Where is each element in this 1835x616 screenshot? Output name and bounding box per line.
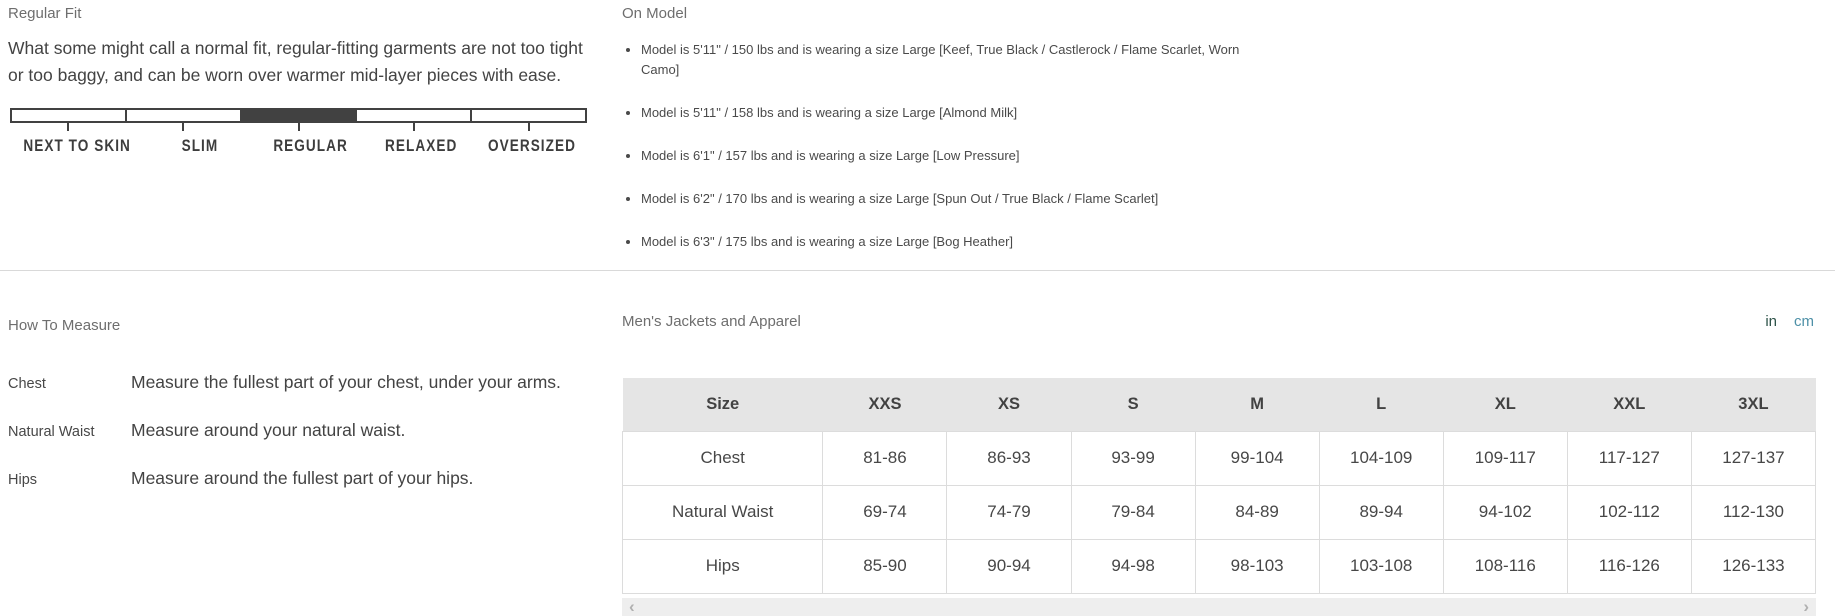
size-cell: 99-104 xyxy=(1195,431,1319,485)
size-chart-header xyxy=(622,312,1816,331)
size-cell: 109-117 xyxy=(1443,431,1567,485)
size-cell: 93-99 xyxy=(1071,431,1195,485)
size-cell: 81-86 xyxy=(823,431,947,485)
size-cell: 102-112 xyxy=(1567,485,1691,539)
size-cell: 108-116 xyxy=(1443,539,1567,593)
size-column-header: XS xyxy=(947,378,1071,431)
fit-label-regular xyxy=(255,136,366,156)
fit-tick-icon xyxy=(298,123,300,131)
measure-definition: Measure the fullest part of your chest, under your arms. xyxy=(131,372,561,392)
size-cell: 89-94 xyxy=(1319,485,1443,539)
fit-segment-relaxed xyxy=(357,110,472,121)
size-column-header: XXL xyxy=(1567,378,1691,431)
on-model-bullet: • Model is 5'11" / 158 lbs and is wearing a size Large [Almond Milk] xyxy=(641,103,1268,123)
size-row-label: Hips xyxy=(623,539,823,593)
size-table-row xyxy=(623,485,1816,539)
size-cell: 98-103 xyxy=(1195,539,1319,593)
fit-tick-cell-relaxed xyxy=(356,123,471,131)
section-divider xyxy=(0,270,1835,271)
size-table-row xyxy=(623,539,1816,593)
size-cell: 94-98 xyxy=(1071,539,1195,593)
fit-tick-cell-slim xyxy=(125,123,240,131)
size-cell: 103-108 xyxy=(1319,539,1443,593)
measure-list xyxy=(8,372,568,489)
size-column-header: XXS xyxy=(823,378,947,431)
fit-label-text-next-to-skin: NEXT TO SKIN xyxy=(23,136,131,155)
fit-scale-bar xyxy=(10,108,587,123)
fit-section-title: Regular Fit xyxy=(8,5,82,22)
size-cell: 90-94 xyxy=(947,539,1071,593)
size-table-body xyxy=(623,431,1816,593)
size-row-label: Chest xyxy=(623,431,823,485)
size-table xyxy=(622,378,1816,594)
fit-tick-icon xyxy=(67,123,69,131)
fit-section xyxy=(8,4,590,156)
scroll-left-icon[interactable]: ‹ xyxy=(629,596,635,616)
size-cell: 84-89 xyxy=(1195,485,1319,539)
measure-term: Hips xyxy=(8,472,38,488)
fit-label-text-regular: REGULAR xyxy=(273,136,348,155)
scroll-right-icon[interactable]: › xyxy=(1803,596,1809,616)
on-model-title: On Model xyxy=(622,5,688,22)
fit-segment-oversized xyxy=(472,110,585,121)
size-cell: 85-90 xyxy=(823,539,947,593)
fit-label-next-to-skin xyxy=(10,136,144,156)
fit-label-oversized xyxy=(476,136,587,156)
measure-term: Chest xyxy=(8,376,46,392)
on-model-section xyxy=(622,4,1282,275)
unit-toggle xyxy=(1765,313,1814,330)
size-row-label: Natural Waist xyxy=(623,485,823,539)
size-cell: 112-130 xyxy=(1691,485,1815,539)
fit-scale-labels xyxy=(10,136,587,156)
fit-label-text-oversized: OVERSIZED xyxy=(487,136,576,155)
size-column-header: Size xyxy=(623,378,823,431)
measure-term: Natural Waist xyxy=(8,424,95,440)
fit-scale-ticks xyxy=(10,123,587,131)
fit-tick-icon xyxy=(413,123,415,131)
on-model-bullet: • Model is 6'1" / 157 lbs and is wearing a size Large [Low Pressure] xyxy=(641,146,1268,166)
on-model-bullet: • Model is 6'2" / 170 lbs and is wearing a size Large [Spun Out / True Black / Flame Scarlet] xyxy=(641,189,1268,209)
fit-label-relaxed xyxy=(366,136,477,156)
fit-tick-cell-next-to-skin xyxy=(10,123,125,131)
size-column-header: L xyxy=(1319,378,1443,431)
how-to-measure-section xyxy=(8,316,568,489)
on-model-bullet: • Model is 6'3" / 175 lbs and is wearing a size Large [Bog Heather] xyxy=(641,232,1268,252)
size-cell: 94-102 xyxy=(1443,485,1567,539)
fit-description: What some might call a normal fit, regular-fitting garments are not too tight or too baggy, and can be worn over warmer mid-layer pieces with ease. xyxy=(8,38,583,85)
unit-cm-link[interactable]: cm xyxy=(1794,313,1814,330)
fit-tick-cell-oversized xyxy=(472,123,587,131)
fit-tick-cell-regular xyxy=(241,123,356,131)
size-column-header: M xyxy=(1195,378,1319,431)
size-table-row xyxy=(623,431,1816,485)
size-column-header: S xyxy=(1071,378,1195,431)
how-to-measure-title: How To Measure xyxy=(8,317,121,334)
size-table-scrollbar[interactable] xyxy=(622,598,1816,616)
fit-label-text-slim: SLIM xyxy=(181,136,218,155)
fit-segment-next-to-skin xyxy=(12,110,127,121)
fit-label-text-relaxed: RELAXED xyxy=(384,136,458,155)
measure-definition: Measure around your natural waist. xyxy=(131,420,406,440)
fit-label-slim xyxy=(144,136,255,156)
on-model-bullet: • Model is 5'11" / 150 lbs and is wearing a size Large [Keef, True Black / Castlerock / Flame Scarlet, Worn Camo] xyxy=(641,40,1268,80)
fit-tick-icon xyxy=(182,123,184,131)
size-cell: 74-79 xyxy=(947,485,1071,539)
size-cell: 116-126 xyxy=(1567,539,1691,593)
size-table-header-row xyxy=(623,378,1816,431)
fit-segment-regular xyxy=(242,110,357,121)
size-cell: 86-93 xyxy=(947,431,1071,485)
unit-in-link[interactable]: in xyxy=(1765,313,1777,330)
size-cell: 104-109 xyxy=(1319,431,1443,485)
size-cell: 117-127 xyxy=(1567,431,1691,485)
on-model-list xyxy=(622,40,1268,252)
size-cell: 79-84 xyxy=(1071,485,1195,539)
measure-definition: Measure around the fullest part of your hips. xyxy=(131,468,474,488)
fit-tick-icon xyxy=(528,123,530,131)
size-cell: 126-133 xyxy=(1691,539,1815,593)
size-column-header: XL xyxy=(1443,378,1567,431)
fit-scale xyxy=(10,108,587,156)
size-cell: 127-137 xyxy=(1691,431,1815,485)
size-chart-title: Men's Jackets and Apparel xyxy=(622,313,801,330)
size-chart-section xyxy=(622,312,1816,616)
fit-segment-slim xyxy=(127,110,242,121)
size-cell: 69-74 xyxy=(823,485,947,539)
size-column-header: 3XL xyxy=(1691,378,1815,431)
